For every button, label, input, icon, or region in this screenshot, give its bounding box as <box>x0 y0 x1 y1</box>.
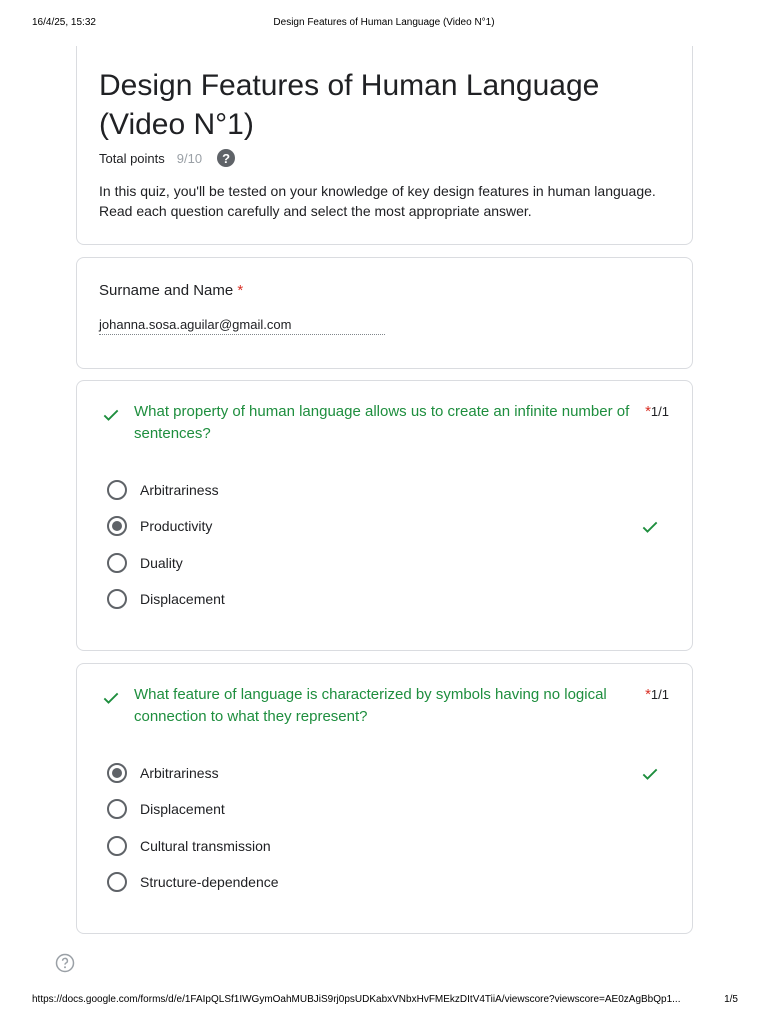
option-label: Displacement <box>140 591 225 607</box>
required-mark: * <box>237 282 244 299</box>
radio-button[interactable] <box>107 872 127 892</box>
option-item[interactable] <box>107 797 225 821</box>
check-icon <box>640 517 660 537</box>
name-question-text: Surname and Name <box>99 282 234 299</box>
option-item[interactable] <box>107 834 271 858</box>
option-item[interactable] <box>107 478 219 502</box>
total-points <box>99 149 235 167</box>
radio-button[interactable] <box>107 553 127 573</box>
radio-button-selected[interactable] <box>107 763 127 783</box>
form-header-card <box>76 46 693 245</box>
print-title: Design Features of Human Language (Video N°1) <box>273 17 495 28</box>
option-label: Structure-dependence <box>140 874 279 890</box>
option-item[interactable] <box>107 761 219 785</box>
option-label: Arbitrariness <box>140 765 219 781</box>
option-item[interactable] <box>107 870 279 894</box>
radio-button[interactable] <box>107 836 127 856</box>
check-icon <box>640 764 660 784</box>
option-label: Cultural transmission <box>140 838 271 854</box>
total-points-value: 9/10 <box>176 150 203 166</box>
score-value: 1/1 <box>650 404 669 419</box>
question-card-2 <box>76 663 693 934</box>
total-points-label: Total points <box>99 150 165 166</box>
radio-button-selected[interactable] <box>107 516 127 536</box>
option-item[interactable] <box>107 587 225 611</box>
help-icon[interactable]: ? <box>217 149 235 167</box>
score-value: 1/1 <box>650 687 669 702</box>
question-card-1 <box>76 380 693 651</box>
check-icon <box>101 688 121 708</box>
print-page-number: 1/5 <box>724 994 738 1005</box>
print-url: https://docs.google.com/forms/d/e/1FAIpQLSf1IWGymOahMUBJiS9rj0psUDKabxVNbxHvFMEkzDItV4TiiA/viewscore?viewscore=AE0zAgBbQp1... <box>32 994 681 1005</box>
option-label: Arbitrariness <box>140 482 219 498</box>
name-answer: johanna.sosa.aguilar@gmail.com <box>99 317 385 335</box>
name-question-label <box>99 282 243 299</box>
required-mark: * <box>645 403 651 420</box>
required-mark: * <box>645 686 651 703</box>
check-icon <box>101 405 121 425</box>
radio-button[interactable] <box>107 799 127 819</box>
print-date: 16/4/25, 15:32 <box>32 17 96 28</box>
form-title: Design Features of Human Language (Video N°1) <box>99 69 600 141</box>
question-score <box>645 686 669 703</box>
help-circle-icon[interactable] <box>55 953 75 973</box>
option-item[interactable] <box>107 514 212 538</box>
radio-button[interactable] <box>107 480 127 500</box>
option-label: Duality <box>140 555 183 571</box>
question-text: What property of human language allows us to create an infinite number of sentences? <box>134 403 630 442</box>
option-label: Productivity <box>140 518 213 534</box>
form-description: In this quiz, you'll be tested on your knowledge of key design features in human language. Read each question carefully and select the most appropriate answer. <box>99 183 656 219</box>
name-question-card <box>76 257 693 369</box>
question-score <box>645 403 669 420</box>
question-text: What feature of language is characterized by symbols having no logical connection to what they represent? <box>134 686 607 725</box>
radio-button[interactable] <box>107 589 127 609</box>
option-item[interactable] <box>107 551 183 575</box>
option-label: Displacement <box>140 801 225 817</box>
